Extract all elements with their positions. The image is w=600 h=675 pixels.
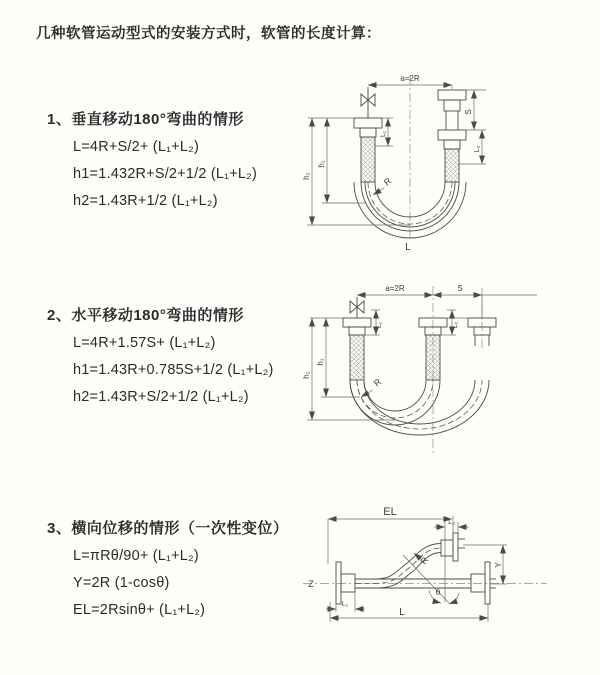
- formula-line: h1=1.43R+0.785S+1/2 (L₁+L₂): [73, 362, 274, 378]
- angle-label: θ: [435, 588, 441, 597]
- section-2-formulas: [73, 330, 274, 411]
- dimension-l2: [440, 310, 459, 335]
- lower-right-flange: [471, 562, 496, 604]
- dimension-l1: [375, 118, 393, 146]
- dim-label-l1: L₁: [376, 321, 383, 329]
- dim-label-h2: h₂: [302, 371, 311, 379]
- dimension-s-l2: [459, 90, 486, 164]
- formula-line: L=4R+S/2+ (L₁+L₂): [73, 139, 199, 155]
- length-label: L: [399, 607, 405, 618]
- dim-label-a2r: a=2R: [400, 74, 420, 83]
- formula-line: Y=2R (1-cosθ): [73, 575, 170, 591]
- dim-label-h1: h₁: [316, 358, 325, 366]
- dimension-el: [328, 506, 453, 567]
- formula-line: EL=2Rsinθ+ (L₁+L₂): [73, 602, 206, 618]
- braided-hose: [350, 335, 364, 380]
- left-flange: [336, 562, 355, 604]
- dimension-l: [330, 602, 488, 622]
- valve-icon: [350, 297, 364, 318]
- length-label: L: [405, 242, 411, 253]
- dim-label-l2: L₂: [474, 145, 481, 153]
- left-fitting: [343, 318, 371, 380]
- right-fitting: [438, 90, 466, 182]
- dimension-h: [302, 318, 395, 420]
- formula-line: h2=1.43R+1/2 (L₁+L₂): [73, 193, 218, 209]
- dim-label-a2r: a=2R: [385, 284, 405, 293]
- formula-line: h1=1.432R+S/2+1/2 (L₁+L₂): [73, 166, 258, 182]
- diagram-horizontal-180-bend: [300, 278, 565, 463]
- radius-label: R: [371, 376, 384, 389]
- dimension-l1: [364, 310, 383, 335]
- formula-line: L=4R+1.57S+ (L₁+L₂): [73, 335, 216, 351]
- dimension-a2r: [368, 74, 452, 89]
- dim-label-l1: L₁: [341, 601, 349, 608]
- left-fitting: [354, 118, 382, 182]
- break-mark: Z: [308, 579, 314, 589]
- hose-arcs: [350, 380, 489, 435]
- middle-fitting: [419, 318, 447, 380]
- radius-label: R: [418, 555, 431, 567]
- formula-line: L=πRθ/90+ (L₁+L₂): [73, 548, 199, 564]
- section-1-heading: 1、垂直移动180°弯曲的情形: [47, 111, 244, 128]
- diagram-lateral-displacement: [295, 498, 590, 650]
- upper-right-flange: [441, 533, 465, 561]
- formula-line: h2=1.43R+S/2+1/2 (L₁+L₂): [73, 389, 249, 405]
- dim-label-h2: h₂: [302, 172, 311, 180]
- dimension-h: [302, 118, 410, 225]
- braided-hose: [426, 335, 440, 380]
- section-1-formulas: [73, 134, 257, 215]
- braided-hose: [361, 137, 375, 182]
- braided-hose: [445, 149, 459, 182]
- dim-label-l2: L₂: [448, 519, 455, 526]
- dim-label-s: S: [464, 109, 473, 115]
- dim-label-el: EL: [383, 506, 397, 518]
- dim-label-y: Y: [494, 562, 503, 568]
- dimension-l1: [326, 590, 365, 612]
- dim-label-h1: h₁: [317, 160, 326, 168]
- page-title: 几种软管运动型式的安装方式时，软管的长度计算：: [36, 26, 381, 42]
- dim-label-l2: L₂: [452, 321, 459, 329]
- dimension-a2r-s: [357, 284, 537, 318]
- section-2-heading: 2、水平移动180°弯曲的情形: [47, 307, 244, 324]
- diagram-vertical-180-bend: [298, 68, 498, 258]
- dim-label-l1: L₁: [380, 130, 387, 138]
- radius-label: R: [381, 175, 394, 188]
- section-3-heading: 3、横向位移的情形（一次性变位）: [47, 520, 289, 537]
- section-3-formulas: [73, 543, 205, 624]
- valve-icon: [361, 87, 375, 118]
- angle-theta: [403, 555, 459, 604]
- dim-label-s: S: [457, 284, 463, 293]
